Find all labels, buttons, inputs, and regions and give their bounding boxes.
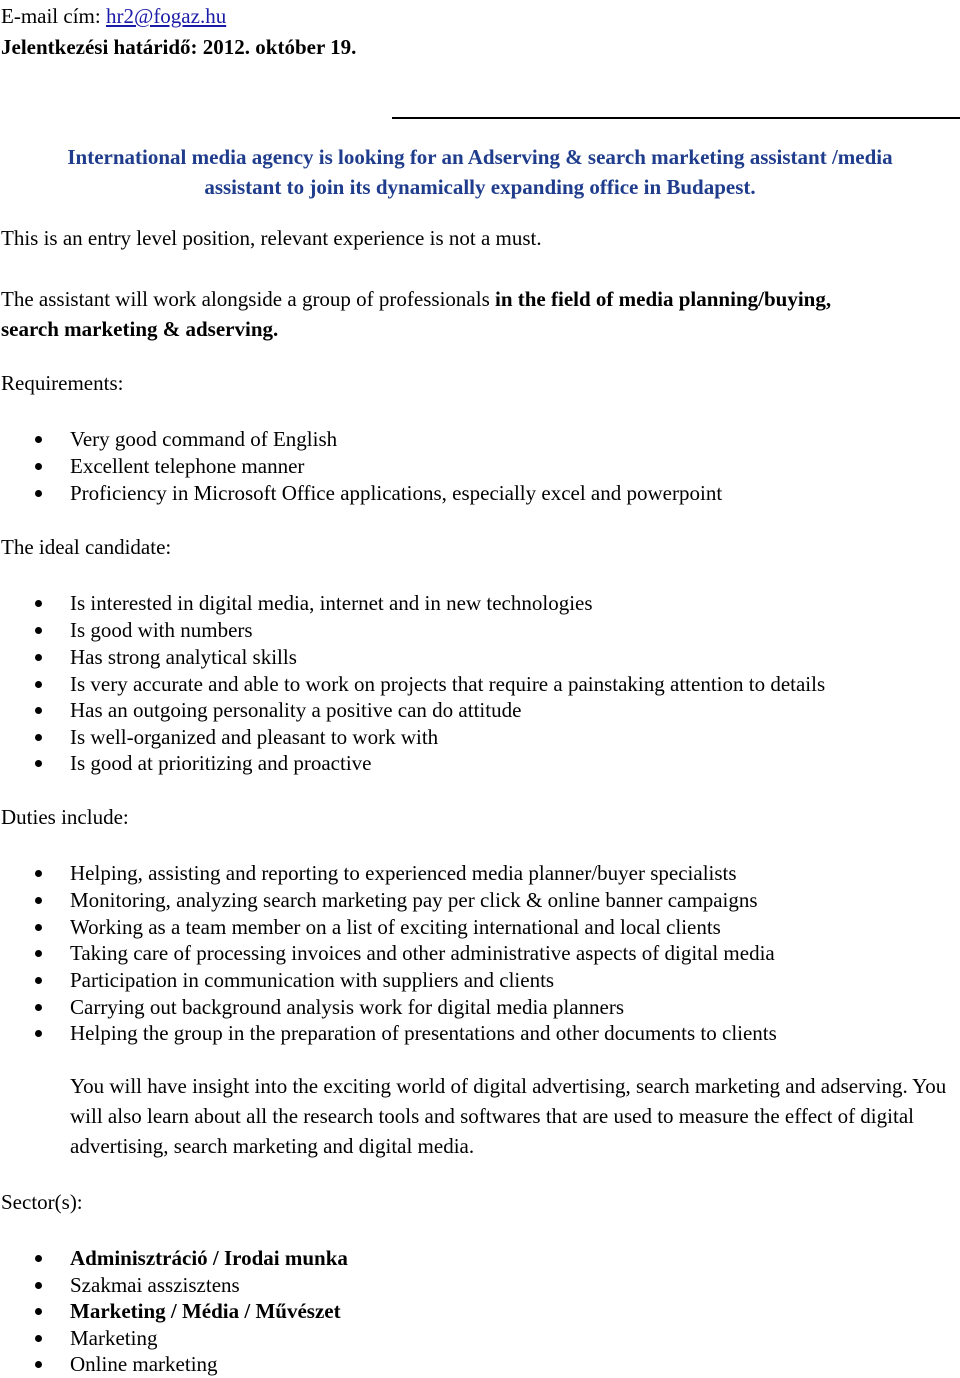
bullet-icon [35,734,42,741]
list-item: Carrying out background analysis work for digital media planners [70,995,625,1019]
job-title-line-2: assistant to join its dynamically expanding office in Budapest. [204,175,756,199]
list-item: Marketing / Média / Művészet [70,1299,341,1323]
requirements-heading: Requirements: [1,371,124,395]
email-line [1,4,226,28]
bullet-icon [35,1282,42,1289]
bullet-icon [35,463,42,470]
bullet-icon [35,924,42,931]
list-item: Is well-organized and pleasant to work with [70,725,439,749]
team-text-line-2: search marketing & adserving. [1,317,279,341]
team-text: The assistant will work alongside a group of professionals [1,287,495,311]
list-item: Is very accurate and able to work on projects that require a painstaking attention to details [70,672,826,696]
sectors-heading: Sector(s): [1,1190,83,1214]
bullet-icon [35,760,42,767]
list-item: Szakmai asszisztens [70,1273,240,1297]
team-text-line-1 [1,287,831,311]
list-item: Marketing [70,1326,158,1350]
bullet-icon [35,1361,42,1368]
bullet-icon [35,627,42,634]
bullet-icon [35,600,42,607]
list-item: Very good command of English [70,427,338,451]
list-item: Helping, assisting and reporting to experienced media planner/buyer specialists [70,861,737,885]
job-title-line-1: International media agency is looking for an Adserving & search marketing assistant /media [67,145,893,169]
bullet-icon [35,977,42,984]
list-item: Helping the group in the preparation of presentations and other documents to clients [70,1021,777,1045]
list-item: Proficiency in Microsoft Office applications, especially excel and powerpoint [70,481,723,505]
list-item: Taking care of processing invoices and other administrative aspects of digital media [70,941,775,965]
ideal-candidate-heading: The ideal candidate: [1,535,172,559]
list-item: Working as a team member on a list of exciting international and local clients [70,915,721,939]
list-item: Participation in communication with suppliers and clients [70,968,555,992]
bullet-icon [35,707,42,714]
duties-closing-paragraph: You will have insight into the exciting world of digital advertising, search marketing and adserving. You will also learn about all the research tools and softwares that are used to measure the effect of digital advertising, search marketing and digital media. [70,1074,947,1158]
list-item: Excellent telephone manner [70,454,305,478]
duties-heading: Duties include: [1,805,129,829]
email-link[interactable]: hr2@fogaz.hu [105,4,227,28]
bullet-icon [35,1255,42,1262]
list-item: Online marketing [70,1352,218,1376]
bullet-icon [35,1030,42,1037]
entry-level-text: This is an entry level position, relevant experience is not a must. [1,226,542,250]
bullet-icon [35,1308,42,1315]
team-field-text: in the field of media planning/buying, [495,287,832,311]
list-item: Adminisztráció / Irodai munka [70,1246,348,1270]
bullet-icon [35,950,42,957]
list-item: Monitoring, analyzing search marketing pay per click & online banner campaigns [70,888,758,912]
bullet-icon [35,436,42,443]
list-item: Has strong analytical skills [70,645,297,669]
list-item: Has an outgoing personality a positive can do attitude [70,698,522,722]
bullet-icon [35,1335,42,1342]
bullet-icon [35,897,42,904]
bullet-icon [35,681,42,688]
list-item: Is interested in digital media, internet and in new technologies [70,591,593,615]
list-item: Is good at prioritizing and proactive [70,751,372,775]
bullet-icon [35,654,42,661]
bullet-icon [35,490,42,497]
email-label: E-mail cím: [1,4,106,28]
horizontal-rule [392,117,960,119]
bullet-icon [35,870,42,877]
deadline: Jelentkezési határidő: 2012. október 19. [1,35,357,59]
bullet-icon [35,1004,42,1011]
list-item: Is good with numbers [70,618,253,642]
